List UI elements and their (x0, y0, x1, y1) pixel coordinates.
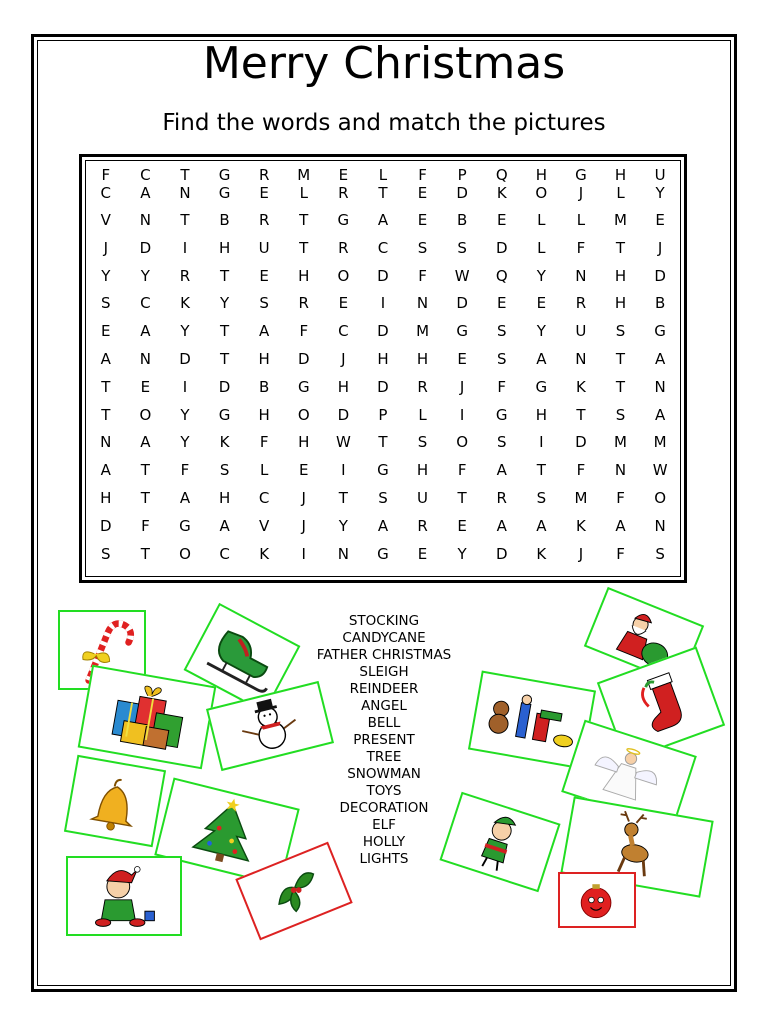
grid-cell: R (496, 488, 507, 507)
grid-cell: T (219, 322, 230, 341)
grid-cell: B (259, 377, 270, 396)
grid-cell: H (258, 405, 270, 424)
grid-cell: E (259, 266, 269, 285)
grid-cell: Y (457, 544, 467, 563)
grid-cell: S (259, 294, 269, 313)
grid-cell: G (218, 405, 231, 424)
grid-cell: A (100, 461, 111, 480)
word-list-item: LIGHTS (359, 851, 409, 867)
grid-cell: I (301, 544, 306, 563)
word-list-item: TOYS (366, 783, 402, 799)
word-list-item: CANDYCANE (342, 630, 426, 646)
grid-cell: G (377, 544, 389, 563)
grid-cell: Y (101, 266, 111, 285)
grid-cell: H (535, 405, 547, 424)
grid-cell: F (180, 461, 190, 480)
grid-cell: S (536, 488, 547, 507)
grid-cell: R (417, 377, 428, 396)
grid-cell: Y (140, 266, 150, 285)
page-title: Merry Christmas (202, 38, 566, 89)
grid-cell: L (378, 166, 388, 184)
grid-cell: U (258, 238, 270, 257)
grid-cell: A (654, 349, 666, 368)
grid-cell: E (655, 211, 665, 229)
word-list-item: SNOWMAN (347, 766, 421, 782)
grid-cell: B (654, 294, 666, 313)
grid-cell: C (258, 488, 270, 507)
grid-cell: E (496, 294, 507, 313)
grid-cell: A (536, 349, 547, 368)
grid-row (86, 294, 680, 322)
grid-cell: N (139, 211, 151, 229)
grid-cell: N (654, 516, 666, 535)
grid-cell: G (377, 461, 389, 480)
grid-cell: I (182, 238, 188, 257)
grid-cell: D (654, 266, 666, 285)
ornament-icon (560, 874, 634, 926)
grid-cell: T (299, 238, 309, 257)
grid-cell: E (338, 166, 349, 184)
grid-row (86, 378, 680, 406)
grid-cell: K (496, 184, 507, 202)
grid-row (86, 517, 680, 545)
grid-cell: W (335, 433, 351, 452)
grid-cell: D (100, 516, 112, 535)
grid-cell: K (536, 544, 547, 563)
word-search-grid (86, 166, 680, 572)
grid-cell: H (416, 349, 429, 368)
grid-cell: F (616, 544, 625, 563)
grid-cell: A (259, 322, 270, 341)
grid-cell: T (180, 166, 190, 184)
grid-cell: L (537, 238, 546, 257)
grid-cell: K (219, 433, 230, 452)
ornament-card (558, 872, 636, 928)
grid-cell: C (219, 544, 230, 563)
grid-cell: A (496, 461, 507, 480)
grid-cell: J (578, 184, 584, 202)
grid-cell: H (218, 488, 231, 507)
grid-cell: V (100, 211, 111, 229)
grid-cell: A (140, 433, 151, 452)
grid-cell: M (614, 433, 627, 452)
grid-cell: H (337, 377, 349, 396)
grid-cell: L (576, 211, 586, 229)
grid-cell: U (575, 322, 587, 341)
grid-cell: O (654, 488, 667, 507)
grid-cell: F (299, 322, 309, 341)
grid-cell: K (180, 294, 190, 313)
grid-cell: E (496, 211, 507, 229)
grid-cell: C (377, 238, 389, 257)
grid-cell: Q (495, 266, 508, 285)
grid-cell: D (377, 322, 389, 341)
grid-cell: P (457, 166, 467, 184)
grid-row (86, 211, 680, 239)
grid-cell: H (614, 294, 627, 313)
grid-row (86, 461, 680, 489)
grid-cell: G (575, 166, 587, 184)
elf-with-toys-card (66, 856, 182, 936)
bell-icon (66, 757, 164, 845)
grid-cell: S (496, 322, 507, 341)
grid-cell: D (297, 349, 310, 368)
grid-cell: K (259, 544, 270, 563)
page-subtitle: Find the words and match the pictures (162, 110, 606, 136)
grid-cell: S (496, 349, 507, 368)
grid-cell: C (338, 322, 349, 341)
grid-cell: J (103, 238, 109, 257)
grid-cell: Y (180, 433, 190, 452)
grid-cell: T (101, 377, 111, 396)
grid-cell: T (378, 433, 388, 452)
grid-cell: T (615, 238, 626, 257)
grid-cell: M (574, 488, 588, 507)
grid-row (86, 166, 680, 184)
grid-cell: C (140, 294, 151, 313)
word-list-item: FATHER CHRISTMAS (316, 647, 452, 663)
grid-cell: C (100, 184, 112, 202)
grid-cell: D (495, 238, 508, 257)
grid-cell: H (535, 166, 547, 184)
grid-cell: F (141, 516, 150, 535)
grid-cell: G (654, 322, 666, 341)
grid-cell: S (655, 544, 665, 563)
grid-row (86, 545, 680, 573)
grid-cell: O (179, 544, 191, 563)
grid-cell: S (615, 405, 626, 424)
grid-cell: L (299, 184, 308, 202)
grid-cell: E (338, 294, 349, 313)
grid-cell: C (140, 166, 151, 184)
grid-cell: I (380, 294, 386, 313)
grid-cell: S (378, 488, 388, 507)
grid-cell: P (378, 405, 388, 424)
grid-cell: T (140, 544, 150, 563)
grid-cell: N (614, 461, 627, 480)
grid-cell: Y (219, 294, 230, 313)
grid-cell: H (258, 349, 270, 368)
grid-cell: G (218, 184, 231, 202)
grid-cell: Y (180, 405, 190, 424)
grid-cell: S (615, 322, 626, 341)
grid-cell: G (535, 377, 548, 396)
grid-cell: A (496, 516, 507, 535)
grid-cell: R (575, 294, 587, 313)
grid-cell: E (259, 184, 269, 202)
grid-cell: G (495, 405, 508, 424)
grid-cell: A (140, 322, 151, 341)
grid-cell: J (578, 544, 584, 563)
grid-cell: I (182, 377, 188, 396)
grid-cell: B (456, 211, 468, 229)
grid-cell: A (536, 516, 547, 535)
grid-cell: R (338, 184, 349, 202)
grid-cell: H (100, 488, 112, 507)
grid-cell: T (140, 488, 150, 507)
grid-cell: N (654, 377, 666, 396)
grid-cell: A (219, 516, 230, 535)
grid-cell: N (139, 349, 151, 368)
grid-row (86, 406, 680, 434)
grid-cell: E (536, 294, 547, 313)
grid-cell: A (615, 516, 626, 535)
grid-cell: E (417, 211, 428, 229)
grid-cell: D (456, 294, 468, 313)
word-list-item: SLEIGH (359, 664, 409, 680)
grid-row (86, 350, 680, 378)
grid-cell: Y (536, 266, 546, 285)
word-list-item: HOLLY (362, 834, 406, 850)
grid-cell: Y (338, 516, 348, 535)
grid-cell: T (299, 211, 309, 229)
grid-cell: H (614, 166, 627, 184)
grid-cell: U (654, 166, 666, 184)
grid-cell: S (417, 238, 428, 257)
grid-cell: F (259, 433, 269, 452)
grid-cell: T (536, 461, 546, 480)
grid-cell: T (140, 461, 150, 480)
grid-cell: H (218, 238, 231, 257)
grid-cell: W (652, 461, 668, 480)
grid-cell: T (378, 184, 388, 202)
grid-cell: R (417, 516, 428, 535)
grid-cell: T (457, 488, 467, 507)
grid-cell: G (218, 166, 231, 184)
grid-cell: R (298, 294, 309, 313)
word-list-item: TREE (366, 749, 402, 765)
word-list-item: REINDEER (349, 681, 419, 697)
grid-cell: J (459, 377, 465, 396)
grid-cell: I (459, 405, 465, 424)
grid-cell: S (101, 544, 111, 563)
grid-cell: K (576, 516, 586, 535)
grid-cell: N (575, 349, 587, 368)
grid-cell: K (576, 377, 586, 396)
grid-row (86, 322, 680, 350)
grid-cell: F (418, 266, 427, 285)
word-list-item: STOCKING (348, 613, 420, 629)
grid-cell: A (140, 184, 151, 202)
grid-cell: G (297, 377, 310, 396)
grid-cell: E (417, 184, 428, 202)
word-list-item: BELL (367, 715, 401, 731)
grid-cell: I (539, 433, 544, 452)
grid-cell: Q (495, 166, 508, 184)
grid-cell: S (457, 238, 467, 257)
grid-cell: H (416, 461, 429, 480)
grid-cell: A (377, 516, 389, 535)
grid-cell: E (101, 322, 111, 341)
grid-cell: O (456, 433, 469, 452)
grid-cell: F (497, 377, 507, 396)
grid-cell: E (457, 349, 467, 368)
grid-cell: A (179, 488, 191, 507)
grid-cell: F (457, 461, 467, 480)
grid-cell: L (537, 211, 546, 229)
grid-cell: N (337, 544, 349, 563)
grid-cell: D (139, 238, 152, 257)
grid-cell: E (457, 516, 467, 535)
grid-cell: O (297, 405, 310, 424)
grid-cell: E (140, 377, 151, 396)
elf-with-toys-icon (68, 858, 180, 934)
grid-cell: L (259, 461, 269, 480)
grid-cell: R (258, 211, 270, 229)
grid-cell: M (653, 433, 667, 452)
grid-cell: H (298, 266, 310, 285)
grid-cell: H (298, 433, 310, 452)
grid-cell: D (179, 349, 191, 368)
grid-cell: L (418, 405, 427, 424)
grid-cell: R (258, 166, 270, 184)
grid-cell: O (139, 405, 152, 424)
grid-cell: J (657, 238, 663, 257)
grid-cell: U (417, 488, 429, 507)
grid-row (86, 267, 680, 295)
grid-cell: Y (655, 184, 665, 202)
grid-cell: S (417, 433, 428, 452)
grid-cell: F (101, 166, 111, 184)
grid-cell: D (575, 433, 587, 452)
grid-cell: D (495, 544, 508, 563)
grid-cell: J (301, 516, 306, 535)
grid-cell: F (616, 488, 625, 507)
grid-cell: J (341, 349, 346, 368)
grid-cell: R (338, 238, 349, 257)
grid-cell: D (218, 377, 231, 396)
grid-cell: S (496, 433, 507, 452)
grid-cell: Y (536, 322, 546, 341)
grid-cell: T (180, 211, 190, 229)
grid-cell: M (614, 211, 627, 229)
grid-cell: G (337, 211, 350, 229)
grid-cell: I (341, 461, 346, 480)
word-list-item: ELF (372, 817, 396, 833)
grid-row (86, 239, 680, 267)
grid-cell: T (338, 488, 348, 507)
word-list-item: PRESENT (353, 732, 415, 748)
grid-cell: J (301, 488, 306, 507)
grid-cell: T (615, 349, 626, 368)
grid-cell: H (614, 266, 627, 285)
grid-cell: E (299, 461, 309, 480)
grid-cell: O (535, 184, 548, 202)
grid-cell: N (100, 433, 112, 452)
grid-cell: T (219, 266, 230, 285)
grid-cell: N (416, 294, 429, 313)
grid-cell: M (297, 166, 311, 184)
word-list-item: DECORATION (339, 800, 429, 816)
grid-cell: F (418, 166, 427, 184)
grid-cell: S (101, 294, 111, 313)
grid-cell: E (417, 544, 428, 563)
grid-cell: N (179, 184, 191, 202)
grid-cell: Y (180, 322, 190, 341)
bell-card (64, 755, 166, 847)
grid-cell: W (454, 266, 470, 285)
grid-cell: G (179, 516, 191, 535)
grid-cell: T (576, 405, 586, 424)
grid-cell: D (456, 184, 468, 202)
grid-row (86, 433, 680, 461)
grid-cell: V (259, 516, 270, 535)
grid-cell: F (576, 238, 586, 257)
grid-cell: G (456, 322, 468, 341)
grid-cell: D (377, 377, 389, 396)
grid-cell: B (219, 211, 230, 229)
grid-cell: H (377, 349, 389, 368)
grid-cell: T (101, 405, 111, 424)
grid-cell: D (337, 405, 350, 424)
grid-cell: O (337, 266, 350, 285)
grid-cell: A (100, 349, 111, 368)
grid-cell: T (219, 349, 230, 368)
grid-row (86, 184, 680, 211)
grid-row (86, 489, 680, 517)
grid-cell: S (219, 461, 230, 480)
grid-cell: M (416, 322, 430, 341)
grid-cell: A (377, 211, 389, 229)
grid-cell: T (615, 377, 626, 396)
grid-cell: F (576, 461, 586, 480)
grid-cell: L (616, 184, 625, 202)
grid-cell: A (654, 405, 666, 424)
grid-cell: N (575, 266, 587, 285)
grid-cell: R (179, 266, 191, 285)
word-list-item: ANGEL (361, 698, 407, 714)
grid-cell: D (377, 266, 389, 285)
